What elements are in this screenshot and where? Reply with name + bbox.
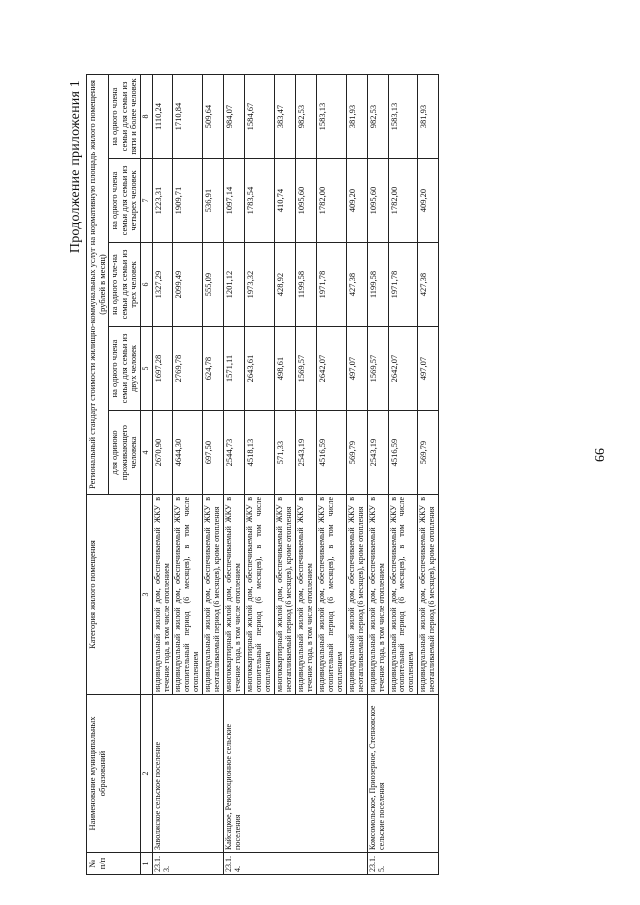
tariff-value: 383,47 bbox=[275, 74, 296, 158]
tariff-value: 1095,60 bbox=[295, 159, 316, 243]
tariff-value: 2543,19 bbox=[295, 411, 316, 495]
tariff-value: 427,38 bbox=[346, 243, 367, 327]
tariff-value: 4516,59 bbox=[316, 411, 346, 495]
tariff-value: 1973,32 bbox=[245, 243, 275, 327]
housing-category: многоквартирный жилой дом, обеспечиваемый ЖКУ в течение года, в том числе отоплением bbox=[224, 495, 245, 695]
tariff-value: 1583,13 bbox=[316, 74, 346, 158]
housing-category: индивидуальный жилой дом, обеспечиваемый ЖКУ в неотапливаемый период (6 месяцев), кроме отопления bbox=[418, 495, 439, 695]
tariff-value: 1571,11 bbox=[224, 327, 245, 411]
tariff-value: 410,74 bbox=[275, 159, 296, 243]
row-number: 23.1.5. bbox=[367, 853, 439, 875]
col-index: 5 bbox=[140, 327, 152, 411]
tariff-value: 381,93 bbox=[418, 74, 439, 158]
tariff-value: 1909,71 bbox=[173, 159, 203, 243]
tariff-value: 1697,28 bbox=[152, 327, 173, 411]
header-sub-3: на одного чле-на семьи для семьи из трех человек bbox=[109, 243, 141, 327]
tariff-value: 2543,19 bbox=[367, 411, 388, 495]
tariff-value: 4518,13 bbox=[245, 411, 275, 495]
row-number: 23.1.3. bbox=[152, 853, 224, 875]
tariff-value: 2544,73 bbox=[224, 411, 245, 495]
housing-category: индивидуальный жилой дом, обеспечиваемый ЖКУ в течение года, в том числе отоплением bbox=[295, 495, 316, 695]
tariff-value: 536,91 bbox=[203, 159, 224, 243]
tariff-value: 569,79 bbox=[418, 411, 439, 495]
header-no: № п/п bbox=[87, 853, 141, 875]
housing-category: многоквартирный жилой дом, обеспечиваемый ЖКУ в неотапливаемый период (6 месяцев), кроме отопления bbox=[275, 495, 296, 695]
municipality-name: Кайсацкое, Революционное сельские поселения bbox=[224, 695, 367, 853]
tariff-value: 982,53 bbox=[367, 74, 388, 158]
tariff-value: 1782,00 bbox=[316, 159, 346, 243]
table-row bbox=[224, 74, 245, 874]
tariff-value: 428,92 bbox=[275, 243, 296, 327]
header-sub-4: на одного члена семьи для семьи из четырех человек bbox=[109, 159, 141, 243]
tariff-value: 571,33 bbox=[275, 411, 296, 495]
tariff-value: 497,07 bbox=[346, 327, 367, 411]
tariff-value: 2642,07 bbox=[316, 327, 346, 411]
tariff-value: 509,64 bbox=[203, 74, 224, 158]
tariff-value: 569,79 bbox=[346, 411, 367, 495]
col-index: 3 bbox=[140, 495, 152, 695]
tariff-value: 4516,59 bbox=[388, 411, 418, 495]
tariff-value: 1971,78 bbox=[388, 243, 418, 327]
header-sub-5: на одного члена семьи для семьи из пяти и более человек bbox=[109, 74, 141, 158]
housing-category: индивидуальный жилой дом, обеспечиваемый ЖКУ в неотапливаемый период (6 месяцев), кроме отопления bbox=[203, 495, 224, 695]
tariff-value: 624,78 bbox=[203, 327, 224, 411]
tariff-value: 2642,07 bbox=[388, 327, 418, 411]
housing-category: индивидуальный жилой дом, обеспечиваемый ЖКУ в течение года, в том числе отоплением bbox=[152, 495, 173, 695]
tariff-value: 498,61 bbox=[275, 327, 296, 411]
tariff-value: 1095,60 bbox=[367, 159, 388, 243]
tariff-table bbox=[86, 74, 439, 875]
tariff-value: 1327,29 bbox=[152, 243, 173, 327]
tariff-value: 1583,13 bbox=[388, 74, 418, 158]
tariff-value: 1783,54 bbox=[245, 159, 275, 243]
tariff-value: 409,20 bbox=[346, 159, 367, 243]
housing-category: индивидуальный жилой дом, обеспечиваемый ЖКУ в неотапливаемый период (6 месяцев), кроме отопления bbox=[346, 495, 367, 695]
tariff-value: 497,07 bbox=[418, 327, 439, 411]
col-index: 1 bbox=[140, 853, 152, 875]
tariff-value: 4644,30 bbox=[173, 411, 203, 495]
tariff-value: 1201,12 bbox=[224, 243, 245, 327]
housing-category: индивидуальный жилой дом, обеспечиваемый ЖКУ в отопительный период (6 месяцев), в том числе отоплением bbox=[173, 495, 203, 695]
municipality-name: Заволжское сельское поселение bbox=[152, 695, 224, 853]
municipality-name: Комсомольское, Приозерное, Степновское сельские поселения bbox=[367, 695, 439, 853]
tariff-value: 697,50 bbox=[203, 411, 224, 495]
tariff-value: 381,93 bbox=[346, 74, 367, 158]
tariff-value: 1097,14 bbox=[224, 159, 245, 243]
housing-category: индивидуальный жилой дом, обеспечиваемый ЖКУ в отопительный период (6 месяцев), в том числе отоплением bbox=[388, 495, 418, 695]
tariff-value: 1584,67 bbox=[245, 74, 275, 158]
header-standard: Региональный стандарт стоимости жилищно-коммунальных услуг на нормативную площадь жилого помещения (рублей в месяц) bbox=[87, 74, 109, 494]
header-municipality: Наименование муниципальных образований bbox=[87, 695, 141, 853]
tariff-value: 984,07 bbox=[224, 74, 245, 158]
tariff-value: 2099,49 bbox=[173, 243, 203, 327]
tariff-value: 2670,90 bbox=[152, 411, 173, 495]
tariff-value: 982,53 bbox=[295, 74, 316, 158]
page-number: 99 bbox=[591, 448, 606, 462]
tariff-value: 1110,24 bbox=[152, 74, 173, 158]
table-row bbox=[367, 74, 388, 874]
tariff-value: 1223,31 bbox=[152, 159, 173, 243]
tariff-value: 409,20 bbox=[418, 159, 439, 243]
row-number: 23.1.4. bbox=[224, 853, 367, 875]
column-index-row bbox=[140, 74, 152, 874]
tariff-value: 1199,58 bbox=[295, 243, 316, 327]
table-body bbox=[152, 74, 439, 874]
housing-category: индивидуальный жилой дом, обеспечиваемый ЖКУ в отопительный период (6 месяцев), в том числе отоплением bbox=[316, 495, 346, 695]
tariff-value: 555,09 bbox=[203, 243, 224, 327]
tariff-value: 1569,57 bbox=[367, 327, 388, 411]
tariff-value: 2643,61 bbox=[245, 327, 275, 411]
tariff-value: 427,38 bbox=[418, 243, 439, 327]
col-index: 6 bbox=[140, 243, 152, 327]
tariff-value: 1569,57 bbox=[295, 327, 316, 411]
housing-category: индивидуальный жилой дом, обеспечиваемый ЖКУ в течение года, в том числе отоплением bbox=[367, 495, 388, 695]
col-index: 4 bbox=[140, 411, 152, 495]
header-sub-2: на одного члена семьи для семьи из двух человек bbox=[109, 327, 141, 411]
header-row bbox=[87, 74, 109, 874]
tariff-value: 1710,84 bbox=[173, 74, 203, 158]
appendix-caption: Продолжение приложения 1 bbox=[68, 80, 83, 254]
col-index: 2 bbox=[140, 695, 152, 853]
header-category: Категория жилого помещения bbox=[87, 495, 141, 695]
col-index: 8 bbox=[140, 74, 152, 158]
housing-category: многоквартирный жилой дом, обеспечиваемый ЖКУ в отопительный период (6 месяцев), в том числе отоплением bbox=[245, 495, 275, 695]
tariff-value: 1971,78 bbox=[316, 243, 346, 327]
tariff-value: 1782,00 bbox=[388, 159, 418, 243]
tariff-value: 2769,78 bbox=[173, 327, 203, 411]
table-row bbox=[152, 74, 173, 874]
col-index: 7 bbox=[140, 159, 152, 243]
header-sub-1: для одиноко проживающего человека bbox=[109, 411, 141, 495]
tariff-value: 1199,58 bbox=[367, 243, 388, 327]
